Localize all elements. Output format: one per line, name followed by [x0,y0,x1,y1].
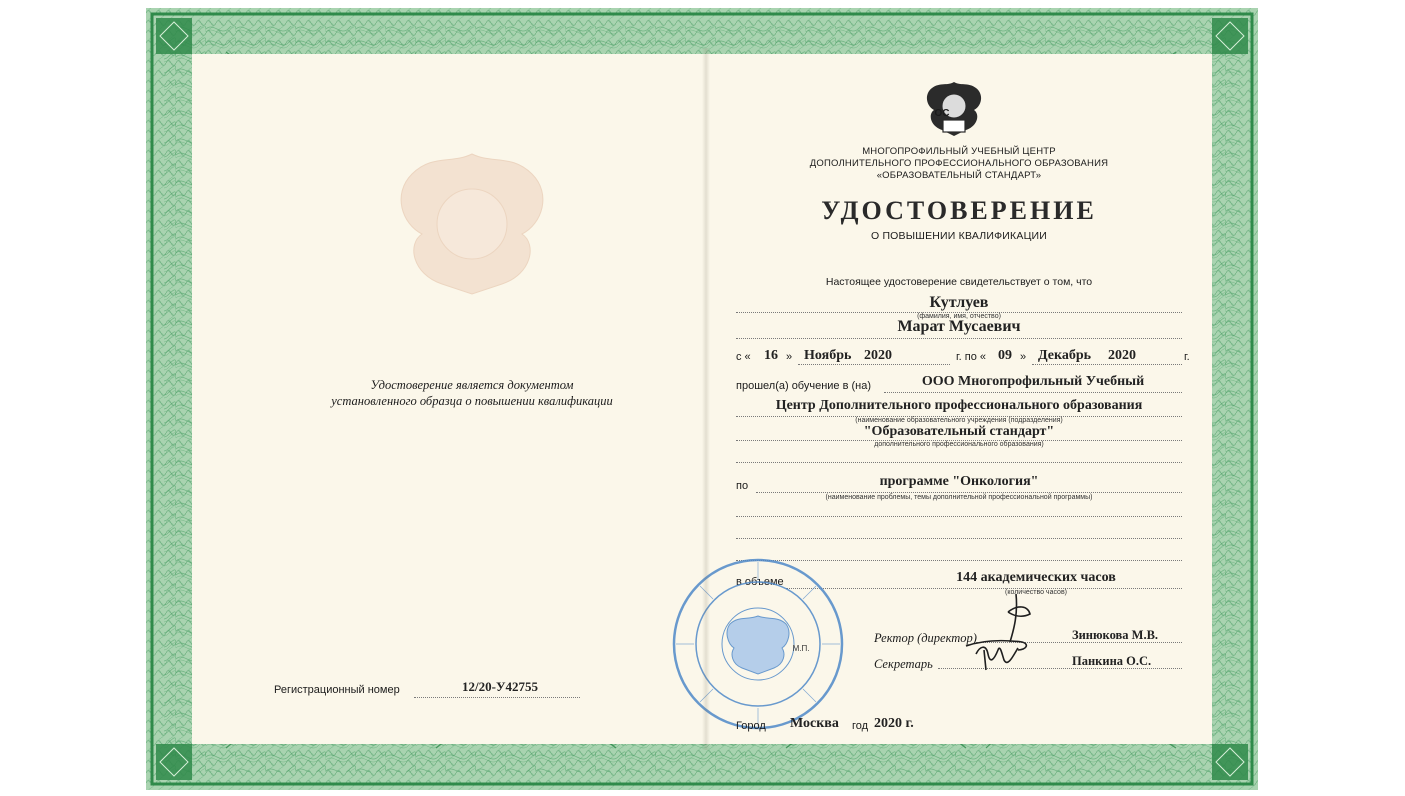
registration-label: Регистрационный номер [274,684,400,696]
official-stamp [668,554,848,734]
certificate-spread [146,8,1258,790]
intro-text: Настоящее удостоверение свидетельствует о том, что [825,276,1093,288]
given-names: Марат Мусаевич [897,318,1021,335]
program-caption: (наименование проблемы, темы дополнительной профессиональной программы) [825,494,1093,501]
rector-label: Ректор (директор) [874,631,977,645]
date-from-quote: » [786,351,793,363]
org-line-3: «ОБРАЗОВАТЕЛЬНЫЙ СТАНДАРТ» [876,170,1042,181]
center-fold [702,48,710,750]
stamp-mp-label: М.П. [792,644,810,653]
date-to-year: 2020 [1108,348,1136,363]
date-from-day: 16 [764,348,778,363]
program-prefix: по [736,480,749,492]
date-to-quote: » [1020,351,1027,363]
registration-number: 12/20-У42755 [462,679,538,694]
passed-label: прошел(а) обучение в (на) [736,380,872,392]
hours-value: 144 академических часов [956,570,1116,585]
statement-line-2: установленного образца о повышении квалификации [331,394,613,408]
city-value: Москва [790,716,839,731]
document-title: УДОСТОВЕРЕНИЕ [821,196,1097,225]
secretary-label: Секретарь [874,657,933,671]
date-from-year: 2020 [864,348,892,363]
institution-line-3: "Образовательный стандарт" [863,424,1055,439]
institution-line-2: Центр Дополнительного профессионального образования [775,398,1143,413]
left-page [192,54,706,744]
logo-text: ОС [934,108,950,119]
institution-line-1: ООО Многопрофильный Учебный [921,374,1145,389]
year-value: 2020 г. [874,716,914,731]
volume-label: в объеме [736,576,784,588]
city-label: Город [736,720,766,732]
date-from-month: Ноябрь [804,348,852,363]
org-line-1: МНОГОПРОФИЛЬНЫЙ УЧЕБНЫЙ ЦЕНТР [862,146,1056,157]
document-subtitle: О ПОВЫШЕНИИ КВАЛИФИКАЦИИ [870,230,1048,242]
institution-caption-1: (наименование образовательного учреждения (подразделения) [855,417,1063,424]
signature-scribble [956,584,1066,674]
statement-line-1: Удостоверение является документом [370,378,574,392]
institution-caption-2: дополнительного профессионального образования) [874,441,1044,448]
secretary-name: Панкина О.С. [1072,654,1152,668]
date-to-prefix: г. по « [956,351,987,363]
program-name: программе "Онкология" [879,474,1039,489]
surname: Кутлуев [929,294,989,311]
hours-caption: (количество часов) [1005,589,1067,596]
date-from-prefix: с « [736,351,751,363]
date-to-suffix: г. [1184,351,1190,363]
rector-name: Зинюкова М.В. [1072,628,1159,642]
right-page [706,54,1212,744]
eagle-logo-icon [918,76,990,140]
date-to-day: 09 [998,348,1012,363]
year-label: год [852,720,869,732]
org-line-2: ДОПОЛНИТЕЛЬНОГО ПРОФЕССИОНАЛЬНОГО ОБРАЗОВАНИЯ [809,158,1109,169]
date-to-month: Декабрь [1038,348,1092,363]
watermark-emblem [372,134,572,304]
name-caption: (фамилия, имя, отчество) [917,313,1001,320]
